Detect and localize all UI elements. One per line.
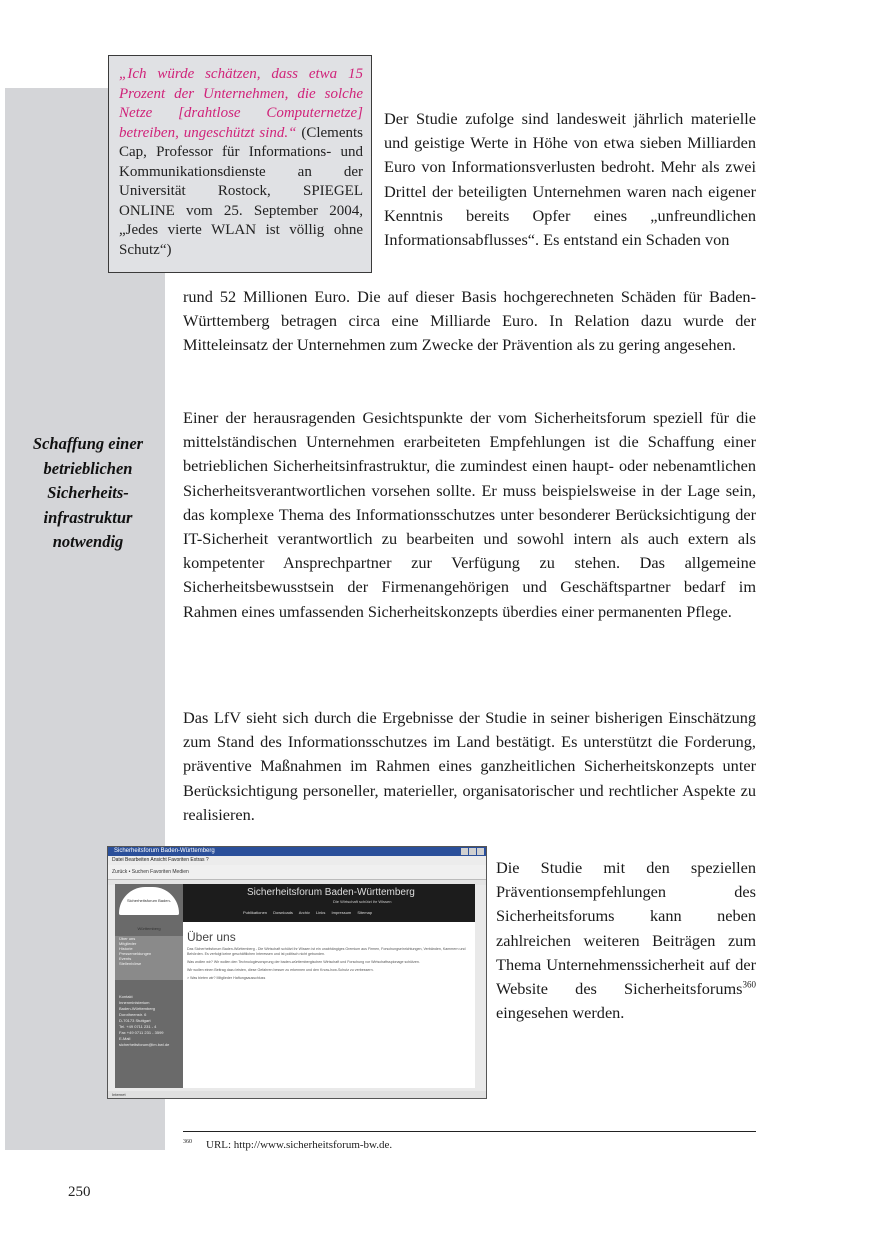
site-header-links: Publikationen Downloads Archiv Links Impressum Sitemap: [243, 910, 373, 915]
site-logo: Sicherheitsforum Baden-Württemberg: [119, 887, 179, 915]
contact-line: Tel. +49 0711 231 - 4: [119, 1024, 157, 1029]
paragraph-4-text: Die Studie mit den speziellen Präventionsempfehlungen des Sicherheitsforums kann neben zahlreichen weiteren Beiträgen zum Thema Unternehmenssicherheit auf der Website des Sicherheitsforums: [496, 858, 756, 999]
quote-source: (Clements Cap, Professor für Informations- und Kommunikationsdienste an der Universität Rostock, SPIEGEL ONLINE vom 25. September 2004, „Jedes vierte WLAN ist völlig ohne Schutz“): [119, 124, 363, 258]
contact-line: sicherheitsforum@im.bwl.de: [119, 1042, 170, 1047]
browser-toolbar: Zurück • Suchen Favoriten Medien: [108, 865, 486, 880]
site-sidebar: [115, 884, 183, 1088]
window-title: Sicherheitsforum Baden-Württemberg: [108, 847, 486, 856]
menu-bar: Datei Bearbeiten Ansicht Favoriten Extras ?: [108, 856, 486, 865]
window-controls: [461, 848, 484, 855]
contact-line: Innenministerium: [119, 1000, 150, 1005]
footnote-rule: [183, 1131, 756, 1132]
paragraph-2: Einer der herausragenden Gesichtspunkte der vom Sicherheitsforum speziell für die mittelständischen Unternehmen erarbeiteten Empfehlungen ist die Schaffung einer betrieblichen Sicherheitsinfrastruktur, die zumindest einen haupt- oder nebenamtlichen Sicherheitsverantwortlichen vorsehen sollte. Er muss beispielsweise in der Lage sein, das komplexe Thema des Informationsschutzes unter besonderer Berücksichtigung der IT-Sicherheit verantwortlich zu bearbeiten und sowohl intern als auch extern als kompetenter Ansprechpartner zur Verfügung zu stehen. Das allgemeine Sicherheitsbewusstsein der Firmenangehörigen und Geschäftspartner bedarf im Rahmen eines umfassenden Sicherheitskonzepts überdies einer permanenten Pflege.: [183, 408, 756, 621]
footnote-ref: 360: [742, 979, 756, 990]
margin-note: Schaffung einer betrieblichen Sicherheits-infrastruktur notwendig: [32, 434, 144, 551]
nav-item: Events: [119, 956, 132, 961]
website-screenshot: [107, 846, 487, 1099]
nav-item: Über uns: [119, 936, 136, 941]
paragraph-4-end: eingesehen werden.: [496, 1003, 625, 1023]
site-text: Das Sicherheitsforum Baden-Württemberg - Die Wirtschaft schützt ihr Wissen ist ein unabhängiges Gremium aus Firmen, Forschungseinrichtungen, Verbänden, Kammern und Behörden. Es verfolgt keine geschäftlichen Interessen und ist politisch nicht gebunden.: [187, 947, 466, 956]
website-content: [115, 884, 475, 1088]
footnote: [183, 1139, 392, 1151]
nav-item: Historie: [119, 946, 133, 951]
contact-line: Baden-Württemberg: [119, 1006, 156, 1011]
contact-line: Kontakt: [119, 994, 133, 999]
page-number: 250: [68, 1184, 91, 1200]
quote-text: „Ich würde schätzen, dass etwa 15 Prozent der Unternehmen, die solche Netze [drahtlose Computernetze] betreiben, ungeschützt sind.“: [119, 66, 363, 141]
footnote-number: 360: [183, 1139, 192, 1146]
site-links: > Was bieten wir? Mitglieder Haftungsausschluss: [187, 976, 266, 980]
site-text: Wir wollen einen Beitrag dazu leisten, diese Gefahren besser zu erkennen und den Know-how-Schutz zu verbessern.: [187, 968, 374, 972]
paragraph-1-bottom: rund 52 Millionen Euro. Die auf dieser Basis hochgerechneten Schäden für Baden-Württemberg betragen circa eine Milliarde Euro. In Relation dazu wurde der Mitteleinsatz der Unternehmen zum Zwecke der Prävention als zu gering angesehen.: [183, 287, 756, 355]
contact-line: Fax +49 0711 231 - 3599: [119, 1030, 164, 1035]
minimize-icon: [461, 848, 468, 855]
paragraph-3: Das LfV sieht sich durch die Ergebnisse der Studie in seiner bisherigen Einschätzung zum Stand des Informationsschutzes im Land bestätigt. Es unterstützt die Forderung, präventive Maßnahmen im Rahmen eines ganzheitlichen Sicherheitskonzepts unter Berücksichtigung personeller, materieller, organisatorischer und rechtlicher Aspekte zu realisieren.: [183, 708, 756, 824]
site-header: [183, 884, 475, 922]
nav-item: Mitglieder: [119, 941, 137, 946]
site-nav: [115, 936, 183, 980]
site-name: Sicherheitsforum Baden-Württemberg: [247, 887, 415, 898]
close-icon: [477, 848, 484, 855]
nav-item: Pressemeldungen: [119, 951, 152, 956]
contact-line: Dorotheenstr. 6: [119, 1012, 147, 1017]
contact-line: E-Mail: [119, 1036, 131, 1041]
site-body: [187, 930, 472, 984]
nav-item: Stellenbörse: [119, 961, 142, 966]
site-tagline: Die Wirtschaft schützt ihr Wissen: [333, 899, 392, 904]
site-heading: Über uns: [187, 930, 236, 944]
maximize-icon: [469, 848, 476, 855]
status-bar: Internet: [108, 1091, 487, 1098]
contact-line: D-70173 Stuttgart: [119, 1018, 151, 1023]
paragraph-4: [496, 856, 756, 1025]
site-text: Was wollen wir? Wir wollen den Technologievorsprung der baden-württembergischen Wirtschaft und Forschung vor Wirtschaftsspionage schützen.: [187, 960, 420, 964]
paragraph-1-top: Der Studie zufolge sind landesweit jährlich materielle und geistige Werte in Höhe von etwa sieben Milliarden Euro von Informationsverlusten bedroht. Mehr als zwei Drittel der beteiligten Unternehmen waren nach eigener Kenntnis bereits Opfer eines „unfreundlichen Informationsabflusses“. Es entstand ein Schaden von: [384, 109, 756, 250]
footnote-text: URL: http://www.sicherheitsforum-bw.de.: [206, 1139, 393, 1151]
site-contact: [115, 994, 187, 1048]
quote-box: [108, 55, 372, 273]
